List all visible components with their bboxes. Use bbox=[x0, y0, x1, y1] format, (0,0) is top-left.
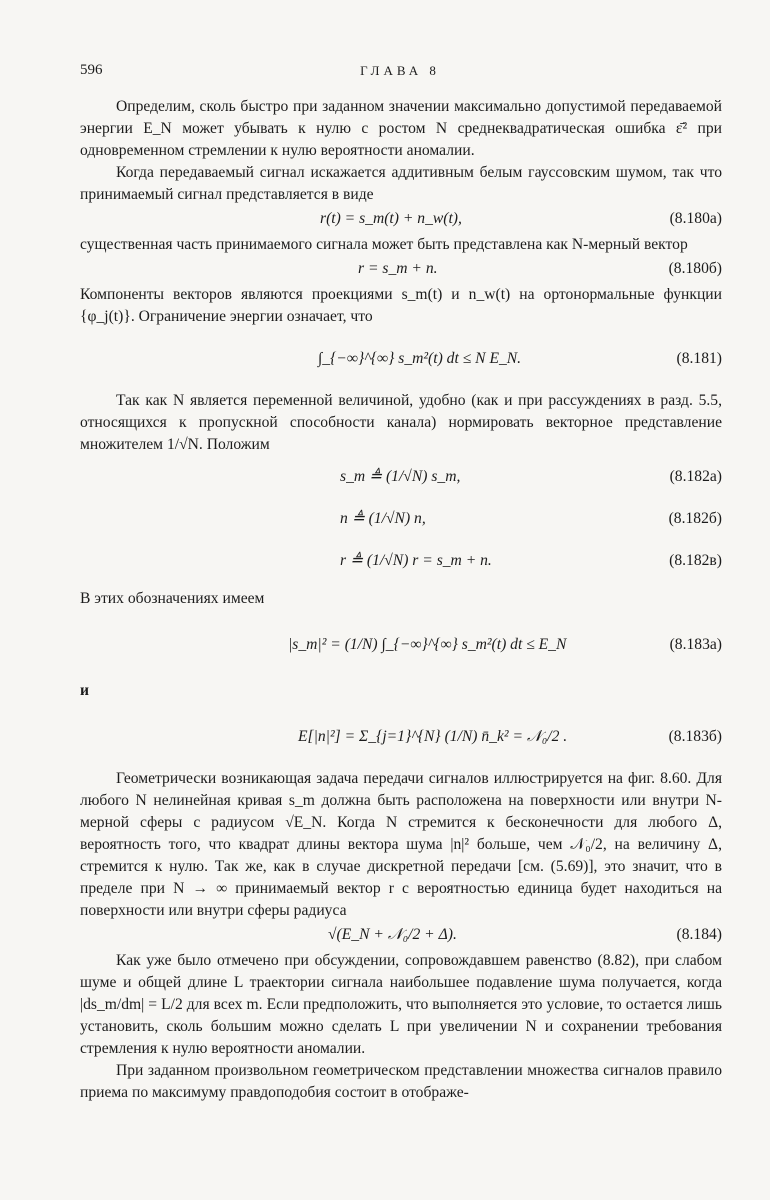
equation-formula: r(t) = s_m(t) + n_w(t), bbox=[320, 210, 462, 227]
equation bbox=[80, 330, 722, 388]
equation bbox=[80, 616, 722, 674]
equation-number: (8.182в) bbox=[669, 552, 722, 569]
paragraph: Геометрически возникающая задача передачи сигналов иллюстрируется на фиг. 8.60. Для любого N нелинейная кривая s_m должна быть расположена на поверхности или внутри N-мерной сферы с радиусом √E_N. Когда N стремится к бесконечности для любого Δ, вероятность того, что квадрат длины вектора шума |n|² больше, чем 𝒩₀/2, на величину Δ, стремится к нулю. Так же, как в случае дискретной передачи [см. (5.69)], это значит, что в пределе при N → ∞ принимаемый вектор r с вероятностью единица будет находиться на поверхности или внутри сферы радиуса bbox=[80, 770, 722, 919]
equation-number: (8.182a) bbox=[669, 468, 722, 485]
equation-formula: √(E_N + 𝒩₀/2 + Δ). bbox=[328, 926, 457, 943]
page-number: 596 bbox=[80, 62, 103, 78]
paragraph: Когда передаваемый сигнал искажается аддитивным белым гауссовским шумом, так что принимаемый сигнал представляется в виде bbox=[80, 164, 722, 203]
chapter-title: ГЛАВА 8 bbox=[360, 63, 440, 78]
equation-number: (8.181) bbox=[676, 350, 722, 367]
paragraph: Как уже было отмечено при обсуждении, сопровождавшем равенство (8.82), при слабом шуме и общей длине L траектории сигнала наибольшее подавление шума получается, когда |ds_m/dm| = L/2 для всех m. Если предположить, что выполняется это условие, то остается лишь установить, сколь большим можно сделать L при увеличении N и сохранении требования стремления к нулю вероятности аномалии. bbox=[80, 952, 722, 1057]
equation-formula: r ≜ (1/√N) r = s_m + n. bbox=[340, 552, 492, 569]
text-label: и bbox=[80, 682, 89, 699]
text-label: В этих обозначениях имеем bbox=[80, 590, 265, 607]
equation-number: (8.180б) bbox=[668, 260, 722, 277]
page-header bbox=[80, 62, 720, 82]
equation-formula: ∫_{−∞}^{∞} s_m²(t) dt ≤ N E_N. bbox=[318, 350, 522, 367]
paragraph: Компоненты векторов являются проекциями s_m(t) и n_w(t) на ортонормальные функции {φ_j(t)}. Ограничение энергии означает, что bbox=[80, 286, 722, 325]
equation-formula: E[|n|²] = Σ_{j=1}^{N} (1/N) n̄_k² = 𝒩₀/2 . bbox=[298, 728, 568, 745]
equation bbox=[80, 458, 722, 498]
equation-formula: s_m ≜ (1/√N) s_m, bbox=[340, 468, 461, 485]
equation bbox=[80, 924, 722, 948]
equation-number: (8.182б) bbox=[668, 510, 722, 527]
paragraph: Определим, сколь быстро при заданном значении максимально допустимой передаваемой энергии E_N может убывать к нулю с ростом N среднеквадратическая ошибка ε̄² при одновременном стремлении к нулю вероятности аномалии. bbox=[80, 98, 722, 159]
equation bbox=[80, 708, 722, 766]
equation-formula: |s_m|² = (1/N) ∫_{−∞}^{∞} s_m²(t) dt ≤ E_N bbox=[288, 636, 567, 653]
equation-number: (8.183a) bbox=[669, 636, 722, 653]
equation bbox=[80, 208, 722, 232]
paragraph: существенная часть принимаемого сигнала может быть представлена как N-мерный вектор bbox=[80, 236, 688, 253]
equation bbox=[80, 542, 722, 582]
equation bbox=[80, 258, 722, 282]
equation bbox=[80, 500, 722, 540]
equation-formula: n ≜ (1/√N) n, bbox=[340, 510, 426, 527]
paragraph: При заданном произвольном геометрическом представлении множества сигналов правило приема по максимуму правдоподобия состоит в отображе- bbox=[80, 1062, 722, 1101]
equation-formula: r = s_m + n. bbox=[358, 260, 438, 277]
equation-number: (8.184) bbox=[676, 926, 722, 943]
equation-number: (8.183б) bbox=[668, 728, 722, 745]
page-body bbox=[80, 96, 722, 1104]
equation-number: (8.180a) bbox=[669, 210, 722, 227]
paragraph: Так как N является переменной величиной, удобно (как и при рассуждениях в разд. 5.5, относящихся к пропускной способности канала) нормировать векторное представление множителем 1/√N. Положим bbox=[80, 392, 722, 453]
